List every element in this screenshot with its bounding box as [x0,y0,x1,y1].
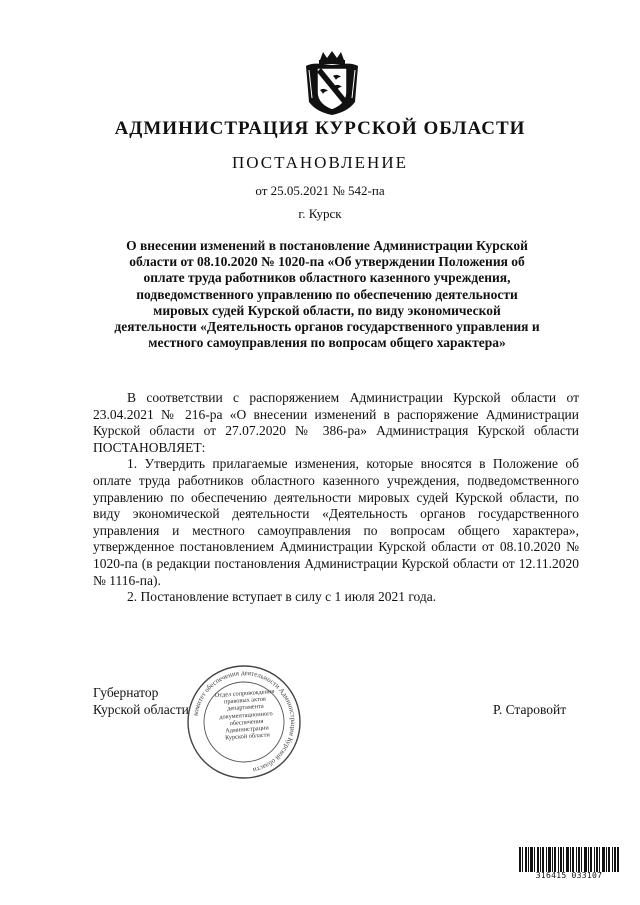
organization-name: АДМИНИСТРАЦИЯ КУРСКОЙ ОБЛАСТИ [114,118,526,139]
coat-of-arms-icon [303,50,361,116]
body-item-2-paragraph: 2. Постановление вступает в силу с 1 июля 2021 года. [127,589,437,605]
signatory-position-line-1: Губернатор [93,685,159,700]
barcode-number: 316415 033107 [535,871,603,880]
barcode [518,847,620,881]
stamp-inner-text: Отдел сопровождения правовых актов департамента документационного обеспечения Администрации Курской области [214,687,275,742]
signatory-position [93,685,189,718]
document-city: г. Курск [298,206,342,221]
document-date-number: от 25.05.2021 № 542-па [255,183,385,198]
signatory-name: Р. Старовойт [493,702,567,717]
document-type: ПОСТАНОВЛЕНИЕ [231,153,408,172]
body-item-1-paragraph: 1. Утвердить прилагаемые изменения, которые вносятся в Положение об оплате труда работников областного казенного учреждения, подведомственного управлению по обеспечению деятельности мировых судей Курской области, по виду экономической деятельности «Деятельность органов государственного управления и местного самоуправления по вопросам общего характера», утвержденное постановлением Администрации Курской области от 08.10.2020 № 1020-па (в редакции постановления Администрации Курской области от 12.11.2020 № 1116-па). [93,456,579,588]
signatory-position-line-2: Курской области [93,701,189,717]
stamp-outer-text: комитет обеспечения деятельности Администрации Курской области [191,668,298,775]
document-body [93,390,579,606]
document-title: О внесении изменений в постановление Администрации Курской области от 08.10.2020 № 1020-па «Об утверждении Положения об оплате труда работников областного казенного учреждения, подведомственного управлению по обеспечению деятельности мировых судей Курской области, по виду экономической деятельности «Деятельность органов государственного управления и местного самоуправления по вопросам общего характера» [114,238,540,351]
barcode-bars [518,847,620,872]
body-intro-paragraph: В соответствии с распоряжением Администрации Курской области от 23.04.2021 № 216-ра «О внесении изменений в распоряжение Администрации Курской области от 27.07.2020 № 386-ра» Администрация Курской области ПОСТАНОВЛЯЕТ: [93,390,579,455]
